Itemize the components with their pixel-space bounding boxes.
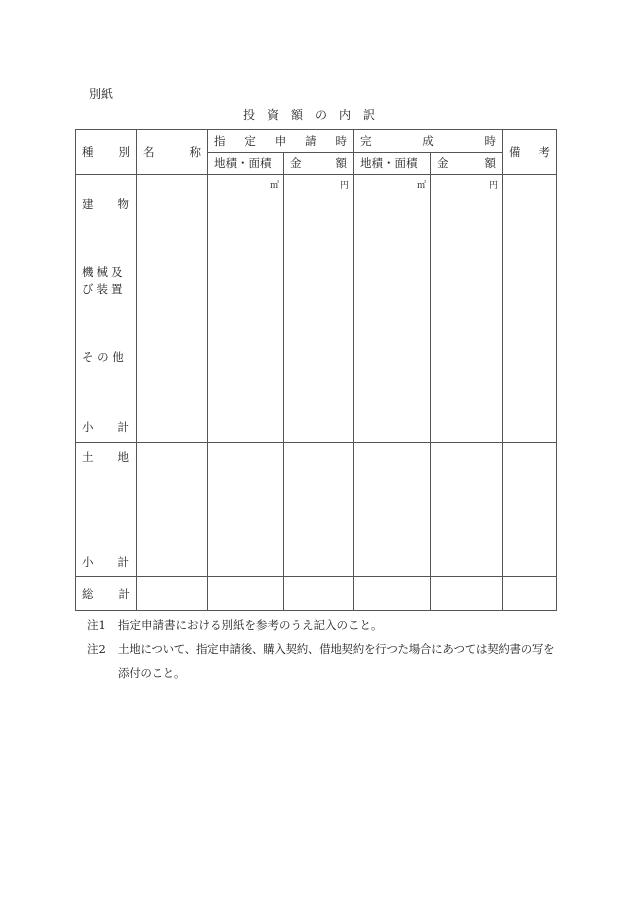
note-2: 注2 土地について、指定申請後、購入契約、借地契約を行つた場合にあつては契約書の写を添付のこと。 [87, 642, 555, 680]
notes [87, 613, 562, 685]
cell-area: ㎡ [208, 175, 284, 443]
header-type: 種 別 [76, 130, 137, 175]
cell-name [137, 577, 208, 611]
header-completion-time: 完 成 時 [354, 130, 503, 153]
cell-remarks [503, 175, 557, 443]
cell-area [354, 577, 431, 611]
category-grand-total: 総 計 [76, 577, 137, 611]
cell-amount: 円 [431, 175, 503, 443]
cell-amount [431, 443, 503, 577]
cell-amount [284, 577, 354, 611]
category-land: 土 地 小 計 [76, 443, 137, 577]
cell-name [137, 443, 208, 577]
cell-area [354, 443, 431, 577]
cell-name [137, 175, 208, 443]
cell-amount [284, 443, 354, 577]
category-building-machinery-other: 建 物 機械及 び装置 そ の 他 小 計 [76, 175, 137, 443]
cell-amount [431, 577, 503, 611]
note-1: 注1 指定申請書における別紙を参考のうえ記入のこと。 [87, 618, 383, 632]
page-title: 投資額の内訳 [242, 108, 387, 122]
cell-remarks [503, 443, 557, 577]
subheader-amount: 金 額 [431, 153, 503, 175]
attachment-label: 別紙 [89, 87, 114, 101]
subheader-amount: 金 額 [284, 153, 354, 175]
cell-area: ㎡ [354, 175, 431, 443]
header-name: 名 称 [137, 130, 208, 175]
subheader-area: 地積・面積 [208, 153, 284, 175]
cell-amount: 円 [284, 175, 354, 443]
header-remarks: 備 考 [503, 130, 557, 175]
cell-area [208, 443, 284, 577]
investment-breakdown-table [75, 129, 557, 611]
cell-remarks [503, 577, 557, 611]
header-application-time: 指 定 申 請 時 [208, 130, 354, 153]
cell-area [208, 577, 284, 611]
subheader-area: 地積・面積 [354, 153, 431, 175]
